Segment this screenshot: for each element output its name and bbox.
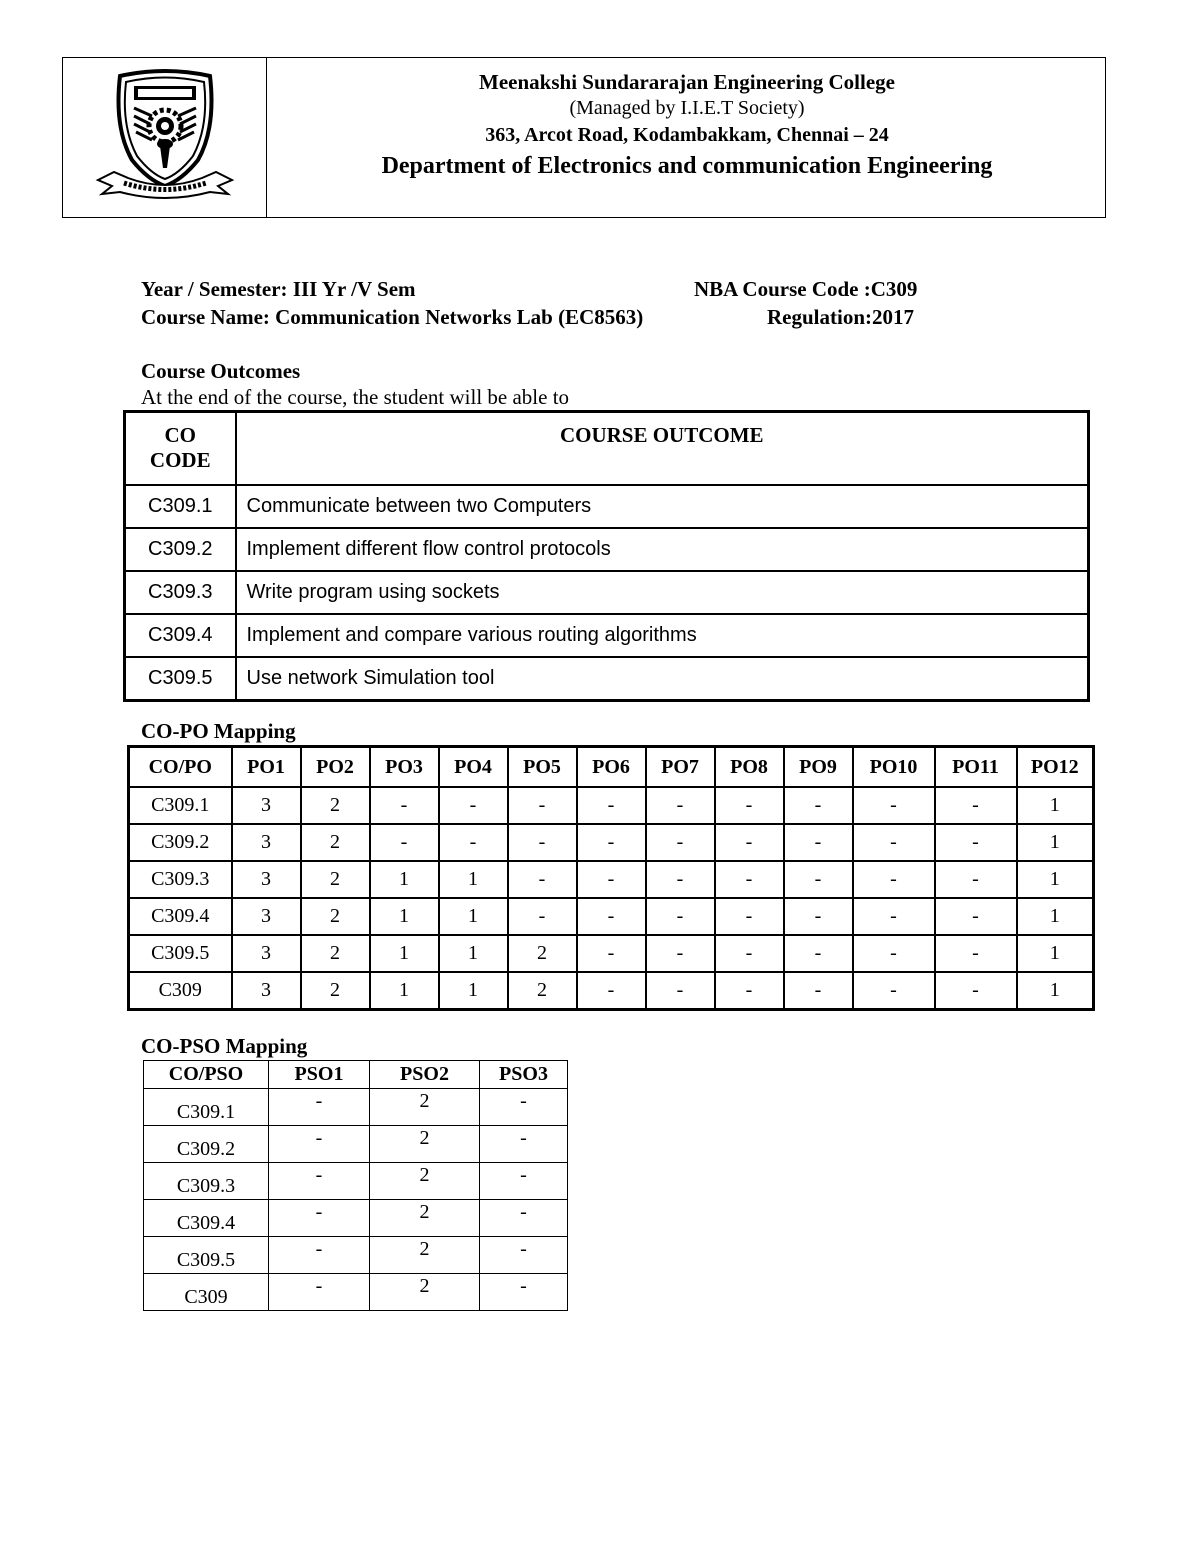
table-row <box>125 614 1089 657</box>
pso-value-cell: - <box>269 1200 370 1237</box>
pso-value-cell: - <box>269 1126 370 1163</box>
nba-course-code <box>694 277 917 302</box>
header-divider <box>266 57 267 218</box>
po-value-cell: 1 <box>1017 861 1094 898</box>
co-outcome-cell: Implement and compare various routing algorithms <box>236 614 1089 657</box>
co-code-cell: C309.4 <box>129 898 232 935</box>
co-code-cell: C309.3 <box>144 1163 269 1200</box>
co-code-header <box>125 412 236 486</box>
po-value-cell: - <box>853 898 935 935</box>
co-code-cell: C309.2 <box>144 1126 269 1163</box>
po-value-cell: 2 <box>508 972 577 1010</box>
pso-value-cell: - <box>269 1089 370 1126</box>
po-value-cell: 2 <box>301 824 370 861</box>
table-row <box>144 1274 568 1311</box>
pso-value-cell: - <box>480 1200 568 1237</box>
po-value-cell: - <box>935 787 1017 824</box>
course-name-value: Communication Networks Lab (EC8563) <box>275 305 644 329</box>
table-row <box>144 1163 568 1200</box>
table-row <box>125 571 1089 614</box>
po-value-cell: - <box>935 824 1017 861</box>
po-value-cell: - <box>784 824 853 861</box>
po-header-cell: PO5 <box>508 747 577 788</box>
co-code-cell: C309.2 <box>129 824 232 861</box>
po-value-cell: - <box>853 935 935 972</box>
po-value-cell: - <box>715 898 784 935</box>
po-value-cell: - <box>715 824 784 861</box>
po-value-cell: - <box>508 861 577 898</box>
pso-value-cell: 2 <box>370 1126 480 1163</box>
pso-value-cell: - <box>269 1274 370 1311</box>
department-name: Department of Electronics and communication Engineering <box>381 153 993 179</box>
year-semester <box>141 277 416 302</box>
po-value-cell: 3 <box>232 972 301 1010</box>
co-code-cell: C309.5 <box>125 657 236 701</box>
co-po-mapping-table <box>127 745 1095 1011</box>
po-value-cell: - <box>853 824 935 861</box>
po-value-cell: 1 <box>370 898 439 935</box>
co-po-mapping-title: CO-PO Mapping <box>141 719 296 743</box>
pso-value-cell: 2 <box>370 1274 480 1311</box>
pso-header-cell: PSO3 <box>480 1061 568 1089</box>
po-value-cell: - <box>935 861 1017 898</box>
po-header-cell: CO/PO <box>129 747 232 788</box>
course-outcomes-intro: At the end of the course, the student will be able to <box>141 385 570 409</box>
po-value-cell: - <box>646 824 715 861</box>
po-value-cell: 1 <box>370 972 439 1010</box>
po-value-cell: - <box>853 861 935 898</box>
course-name-label: Course Name: <box>141 305 270 329</box>
co-code-header-line1: CO <box>164 423 196 447</box>
co-outcome-cell: Implement different flow control protocols <box>236 528 1089 571</box>
po-value-cell: - <box>577 861 646 898</box>
co-code-cell: C309 <box>129 972 232 1010</box>
table-row <box>125 528 1089 571</box>
po-value-cell: - <box>784 935 853 972</box>
po-value-cell: - <box>370 787 439 824</box>
pso-value-cell: - <box>480 1126 568 1163</box>
co-code-cell: C309.5 <box>129 935 232 972</box>
table-row <box>129 787 1094 824</box>
co-code-cell: C309.3 <box>125 571 236 614</box>
pso-header-cell: PSO1 <box>269 1061 370 1089</box>
po-value-cell: 1 <box>1017 972 1094 1010</box>
po-value-cell: 1 <box>1017 935 1094 972</box>
po-value-cell: - <box>646 861 715 898</box>
college-logo <box>94 68 236 200</box>
po-value-cell: 1 <box>439 972 508 1010</box>
co-code-cell: C309 <box>144 1274 269 1311</box>
co-code-cell: C309.5 <box>144 1237 269 1274</box>
po-value-cell: - <box>577 898 646 935</box>
co-code-cell: C309.1 <box>144 1089 269 1126</box>
po-value-cell: 1 <box>439 898 508 935</box>
table-row <box>125 657 1089 701</box>
pso-value-cell: 2 <box>370 1200 480 1237</box>
po-value-cell: - <box>853 787 935 824</box>
co-outcome-cell: Write program using sockets <box>236 571 1089 614</box>
table-row <box>125 485 1089 528</box>
pso-value-cell: - <box>269 1237 370 1274</box>
regulation <box>767 305 914 330</box>
pso-value-cell: - <box>480 1089 568 1126</box>
pso-header-cell: CO/PSO <box>144 1061 269 1089</box>
po-value-cell: 3 <box>232 861 301 898</box>
table-header-row <box>125 412 1089 486</box>
table-row <box>129 972 1094 1010</box>
college-name: Meenakshi Sundararajan Engineering College <box>479 70 895 94</box>
po-value-cell: - <box>784 972 853 1010</box>
po-value-cell: - <box>853 972 935 1010</box>
po-value-cell: - <box>508 824 577 861</box>
course-outcome-header: COURSE OUTCOME <box>236 412 1089 486</box>
po-value-cell: - <box>577 935 646 972</box>
po-value-cell: - <box>935 972 1017 1010</box>
pso-value-cell: - <box>480 1237 568 1274</box>
year-semester-value: III Yr /V Sem <box>292 277 416 301</box>
po-header-cell: PO12 <box>1017 747 1094 788</box>
po-value-cell: 1 <box>1017 787 1094 824</box>
pso-value-cell: - <box>269 1163 370 1200</box>
po-header-cell: PO3 <box>370 747 439 788</box>
pso-value-cell: - <box>480 1274 568 1311</box>
po-value-cell: - <box>715 861 784 898</box>
table-row <box>129 898 1094 935</box>
table-row <box>129 824 1094 861</box>
po-value-cell: - <box>577 972 646 1010</box>
po-value-cell: 1 <box>439 861 508 898</box>
table-row <box>129 935 1094 972</box>
po-value-cell: 1 <box>370 861 439 898</box>
po-value-cell: - <box>439 824 508 861</box>
course-outcomes-title: Course Outcomes <box>141 359 301 383</box>
managed-by: (Managed by I.I.E.T Society) <box>569 97 805 119</box>
po-value-cell: 1 <box>370 935 439 972</box>
co-pso-mapping-table <box>143 1060 568 1311</box>
co-pso-mapping-title: CO-PSO Mapping <box>141 1034 308 1058</box>
po-value-cell: 1 <box>1017 898 1094 935</box>
course-outcome-table <box>123 410 1090 702</box>
po-value-cell: 2 <box>301 898 370 935</box>
course-name <box>141 305 643 330</box>
table-row <box>144 1089 568 1126</box>
po-value-cell: 1 <box>1017 824 1094 861</box>
po-value-cell: 3 <box>232 898 301 935</box>
co-outcome-cell: Communicate between two Computers <box>236 485 1089 528</box>
course-code-value: C309 <box>870 277 918 301</box>
po-value-cell: - <box>784 898 853 935</box>
po-header-cell: PO7 <box>646 747 715 788</box>
po-value-cell: - <box>935 898 1017 935</box>
po-value-cell: 2 <box>301 787 370 824</box>
co-code-cell: C309.2 <box>125 528 236 571</box>
co-code-cell: C309.1 <box>129 787 232 824</box>
po-value-cell: - <box>715 935 784 972</box>
co-code-cell: C309.4 <box>144 1200 269 1237</box>
course-code-label: NBA Course Code : <box>694 277 871 301</box>
table-row <box>144 1126 568 1163</box>
po-header-cell: PO1 <box>232 747 301 788</box>
po-value-cell: - <box>715 787 784 824</box>
co-code-cell: C309.3 <box>129 861 232 898</box>
co-code-header-line2: CODE <box>149 448 211 472</box>
table-row <box>144 1200 568 1237</box>
po-value-cell: - <box>370 824 439 861</box>
po-value-cell: - <box>508 787 577 824</box>
po-value-cell: - <box>508 898 577 935</box>
table-header-row <box>144 1061 568 1089</box>
po-value-cell: 2 <box>301 935 370 972</box>
po-value-cell: 2 <box>508 935 577 972</box>
po-value-cell: - <box>784 787 853 824</box>
po-value-cell: 3 <box>232 824 301 861</box>
pso-value-cell: - <box>480 1163 568 1200</box>
po-value-cell: - <box>646 972 715 1010</box>
year-semester-label: Year / Semester: <box>141 277 288 301</box>
pso-value-cell: 2 <box>370 1237 480 1274</box>
regulation-label: Regulation: <box>767 305 872 329</box>
po-value-cell: - <box>646 898 715 935</box>
table-header-row <box>129 747 1094 788</box>
po-value-cell: - <box>646 787 715 824</box>
pso-value-cell: 2 <box>370 1163 480 1200</box>
po-value-cell: - <box>784 861 853 898</box>
co-code-cell: C309.1 <box>125 485 236 528</box>
po-header-cell: PO2 <box>301 747 370 788</box>
co-outcome-cell: Use network Simulation tool <box>236 657 1089 701</box>
regulation-value: 2017 <box>872 305 914 329</box>
co-code-cell: C309.4 <box>125 614 236 657</box>
po-header-cell: PO4 <box>439 747 508 788</box>
po-value-cell: - <box>935 935 1017 972</box>
po-header-cell: PO6 <box>577 747 646 788</box>
po-header-cell: PO11 <box>935 747 1017 788</box>
table-row <box>144 1237 568 1274</box>
pso-value-cell: 2 <box>370 1089 480 1126</box>
po-header-cell: PO9 <box>784 747 853 788</box>
po-value-cell: - <box>577 787 646 824</box>
po-header-cell: PO10 <box>853 747 935 788</box>
po-value-cell: - <box>577 824 646 861</box>
po-value-cell: 3 <box>232 935 301 972</box>
pso-header-cell: PSO2 <box>370 1061 480 1089</box>
po-value-cell: - <box>646 935 715 972</box>
po-value-cell: 2 <box>301 972 370 1010</box>
po-header-cell: PO8 <box>715 747 784 788</box>
po-value-cell: - <box>439 787 508 824</box>
po-value-cell: 3 <box>232 787 301 824</box>
college-address: 363, Arcot Road, Kodambakkam, Chennai – 24 <box>485 124 889 146</box>
po-value-cell: - <box>715 972 784 1010</box>
po-value-cell: 1 <box>439 935 508 972</box>
po-value-cell: 2 <box>301 861 370 898</box>
table-row <box>129 861 1094 898</box>
